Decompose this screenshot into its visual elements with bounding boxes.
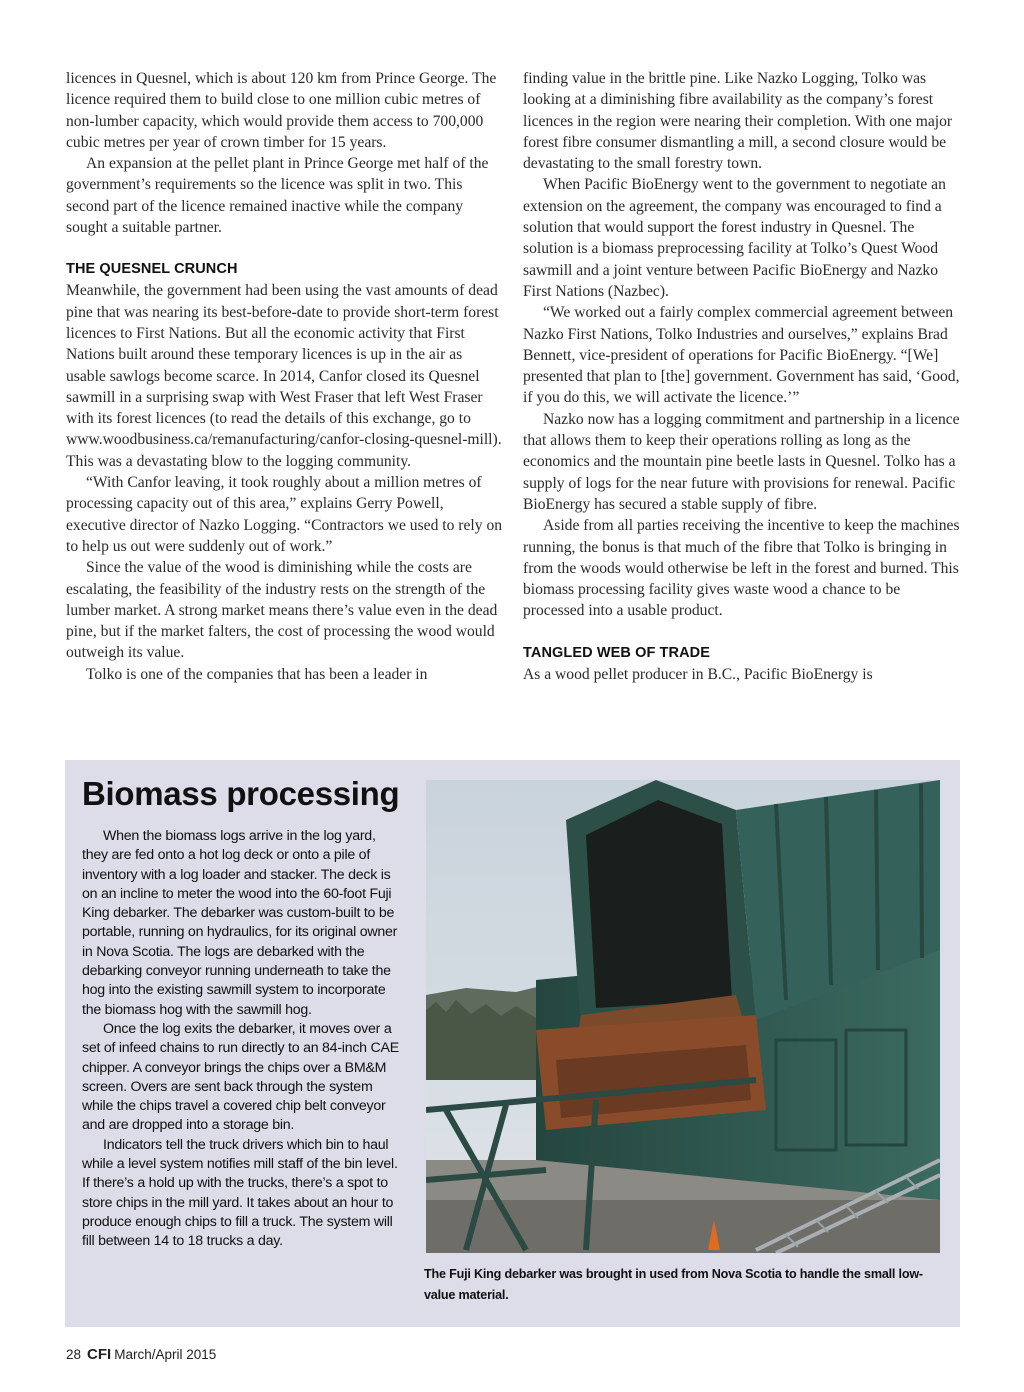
issue-date: March/April 2015 bbox=[114, 1347, 217, 1362]
body-paragraph: An expansion at the pellet plant in Prince George met half of the government’s requirements so the licence was split in two. This second part of the licence remained inactive while the company sought a suitable partner. bbox=[66, 155, 489, 237]
page-number: 28 bbox=[66, 1347, 82, 1362]
sidebar-text bbox=[82, 827, 402, 1252]
sidebar-paragraph: When the biomass logs arrive in the log yard, they are fed onto a hot log deck or onto a pile of inventory with a log loader and stacker. The deck is on an incline to meter the wood into the 60-foot Fuji King debarker. The debarker was custom-built to be portable, running on hydraulics, for its original owner in Nova Scotia. The logs are debarked with the debarking conveyor running underneath to take the hog into the existing sawmill system to incorporate the biomass hog with the sawmill hog. bbox=[82, 828, 398, 1018]
body-paragraph: licences in Quesnel, which is about 120 km from Prince George. The licence required them to build close to one million cubic metres of non-lumber capacity, which would provide them access to 700,000 cubic metres per year of crown timber for 15 years. bbox=[66, 70, 497, 151]
page-footer bbox=[66, 1346, 216, 1363]
body-paragraph: Tolko is one of the companies that has been a leader in bbox=[86, 665, 428, 683]
magazine-name: CFI bbox=[87, 1346, 112, 1363]
body-paragraph: Aside from all parties receiving the incentive to keep the machines running, the bonus is that much of the fibre that Tolko is bringing in from the woods would otherwise be left in the forest and burned. This biomass processing facility gives waste wood a chance to be processed into a usable product. bbox=[523, 517, 960, 620]
body-paragraph: Meanwhile, the government had been using the vast amounts of dead pine that was nearing its best-before-date to provide short-term forest licences to First Nations. But all the economic activity that First Nations built around these temporary licences is up in the air as usable sawlogs become scarce. In 2014, Canfor closed its Quesnel sawmill in a surprising swap with West Fraser that left West Fraser with its forest licences (to read the details of this exchange, go to www.woodbusiness.ca/remanufacturing/canfor-closing-quesnel-mill). This was a devastating blow to the logging community. bbox=[66, 282, 502, 470]
body-paragraph: When Pacific BioEnergy went to the government to negotiate an extension on the agreement, the company was encouraged to find a solution that would support the forest industry in Quesnel. The solution is a biomass preprocessing facility at Tolko’s Quest Wood sawmill and a joint venture between Pacific BioEnergy and Nazko First Nations (Nazbec). bbox=[523, 176, 946, 300]
body-paragraph: finding value in the brittle pine. Like Nazko Logging, Tolko was looking at a diminishing fibre availability as the company’s forest licences in the region were nearing their completion. With one major forest fibre consumer dismantling a mill, a second closure would be devastating to the small forestry town. bbox=[523, 70, 953, 173]
photo-caption: The Fuji King debarker was brought in used from Nova Scotia to handle the small low-value material. bbox=[424, 1267, 923, 1302]
left-column bbox=[66, 68, 503, 685]
debarker-illustration bbox=[426, 780, 940, 1253]
body-paragraph: As a wood pellet producer in B.C., Pacific BioEnergy is bbox=[523, 665, 873, 683]
debarker-photo bbox=[426, 780, 940, 1253]
biomass-sidebar bbox=[65, 760, 960, 1327]
right-column bbox=[523, 68, 960, 685]
sidebar-title: Biomass processing bbox=[82, 775, 400, 812]
body-paragraph: “With Canfor leaving, it took roughly about a million metres of processing capacity out of this area,” explains Gerry Powell, executive director of Nazko Logging. “Contractors we used to rely on to help us out were suddenly out of work.” bbox=[66, 474, 503, 555]
sidebar-paragraph: Once the log exits the debarker, it moves over a set of infeed chains to run directly to an 84-inch CAE chipper. A conveyor brings the chips over a BM&M screen. Overs are sent back through the system while the chips travel a covered chip belt conveyor and are dropped into a storage bin. bbox=[82, 1020, 399, 1134]
hopper-opening bbox=[586, 800, 732, 1008]
section-heading: TANGLED WEB OF TRADE bbox=[523, 644, 710, 661]
body-paragraph: Nazko now has a logging commitment and partnership in a licence that allows them to keep their operations rolling as long as the economics and the mountain pine beetle lasts in Quesnel. Tolko has a supply of logs for the near future with provisions for renewal. Pacific BioEnergy has secured a stable supply of fibre. bbox=[523, 410, 960, 513]
body-paragraph: “We worked out a fairly complex commercial agreement between Nazko First Nations, Tolko Industries and ourselves,” explains Brad Bennett, vice-president of operations for Pacific BioEnergy. “[We] presented that plan to [the] government. Government has said, ‘Good, if you do this, we will activate the licence.’” bbox=[523, 304, 960, 407]
section-heading: THE QUESNEL CRUNCH bbox=[66, 261, 238, 278]
body-paragraph: Since the value of the wood is diminishing while the costs are escalating, the feasibility of the industry rests on the strength of the lumber market. A strong market means there’s value even in the dead pine, but if the market falters, the cost of processing the wood would outweigh its value. bbox=[66, 559, 498, 662]
sidebar-paragraph: Indicators tell the truck drivers which bin to haul while a level system notifies mill staff of the bin level. If there’s a hold up with the trucks, there’s a spot to store chips in the mill yard. It takes about an hour to produce enough chips to fill a truck. The system will fill between 14 to 18 trucks a day. bbox=[82, 1136, 398, 1250]
